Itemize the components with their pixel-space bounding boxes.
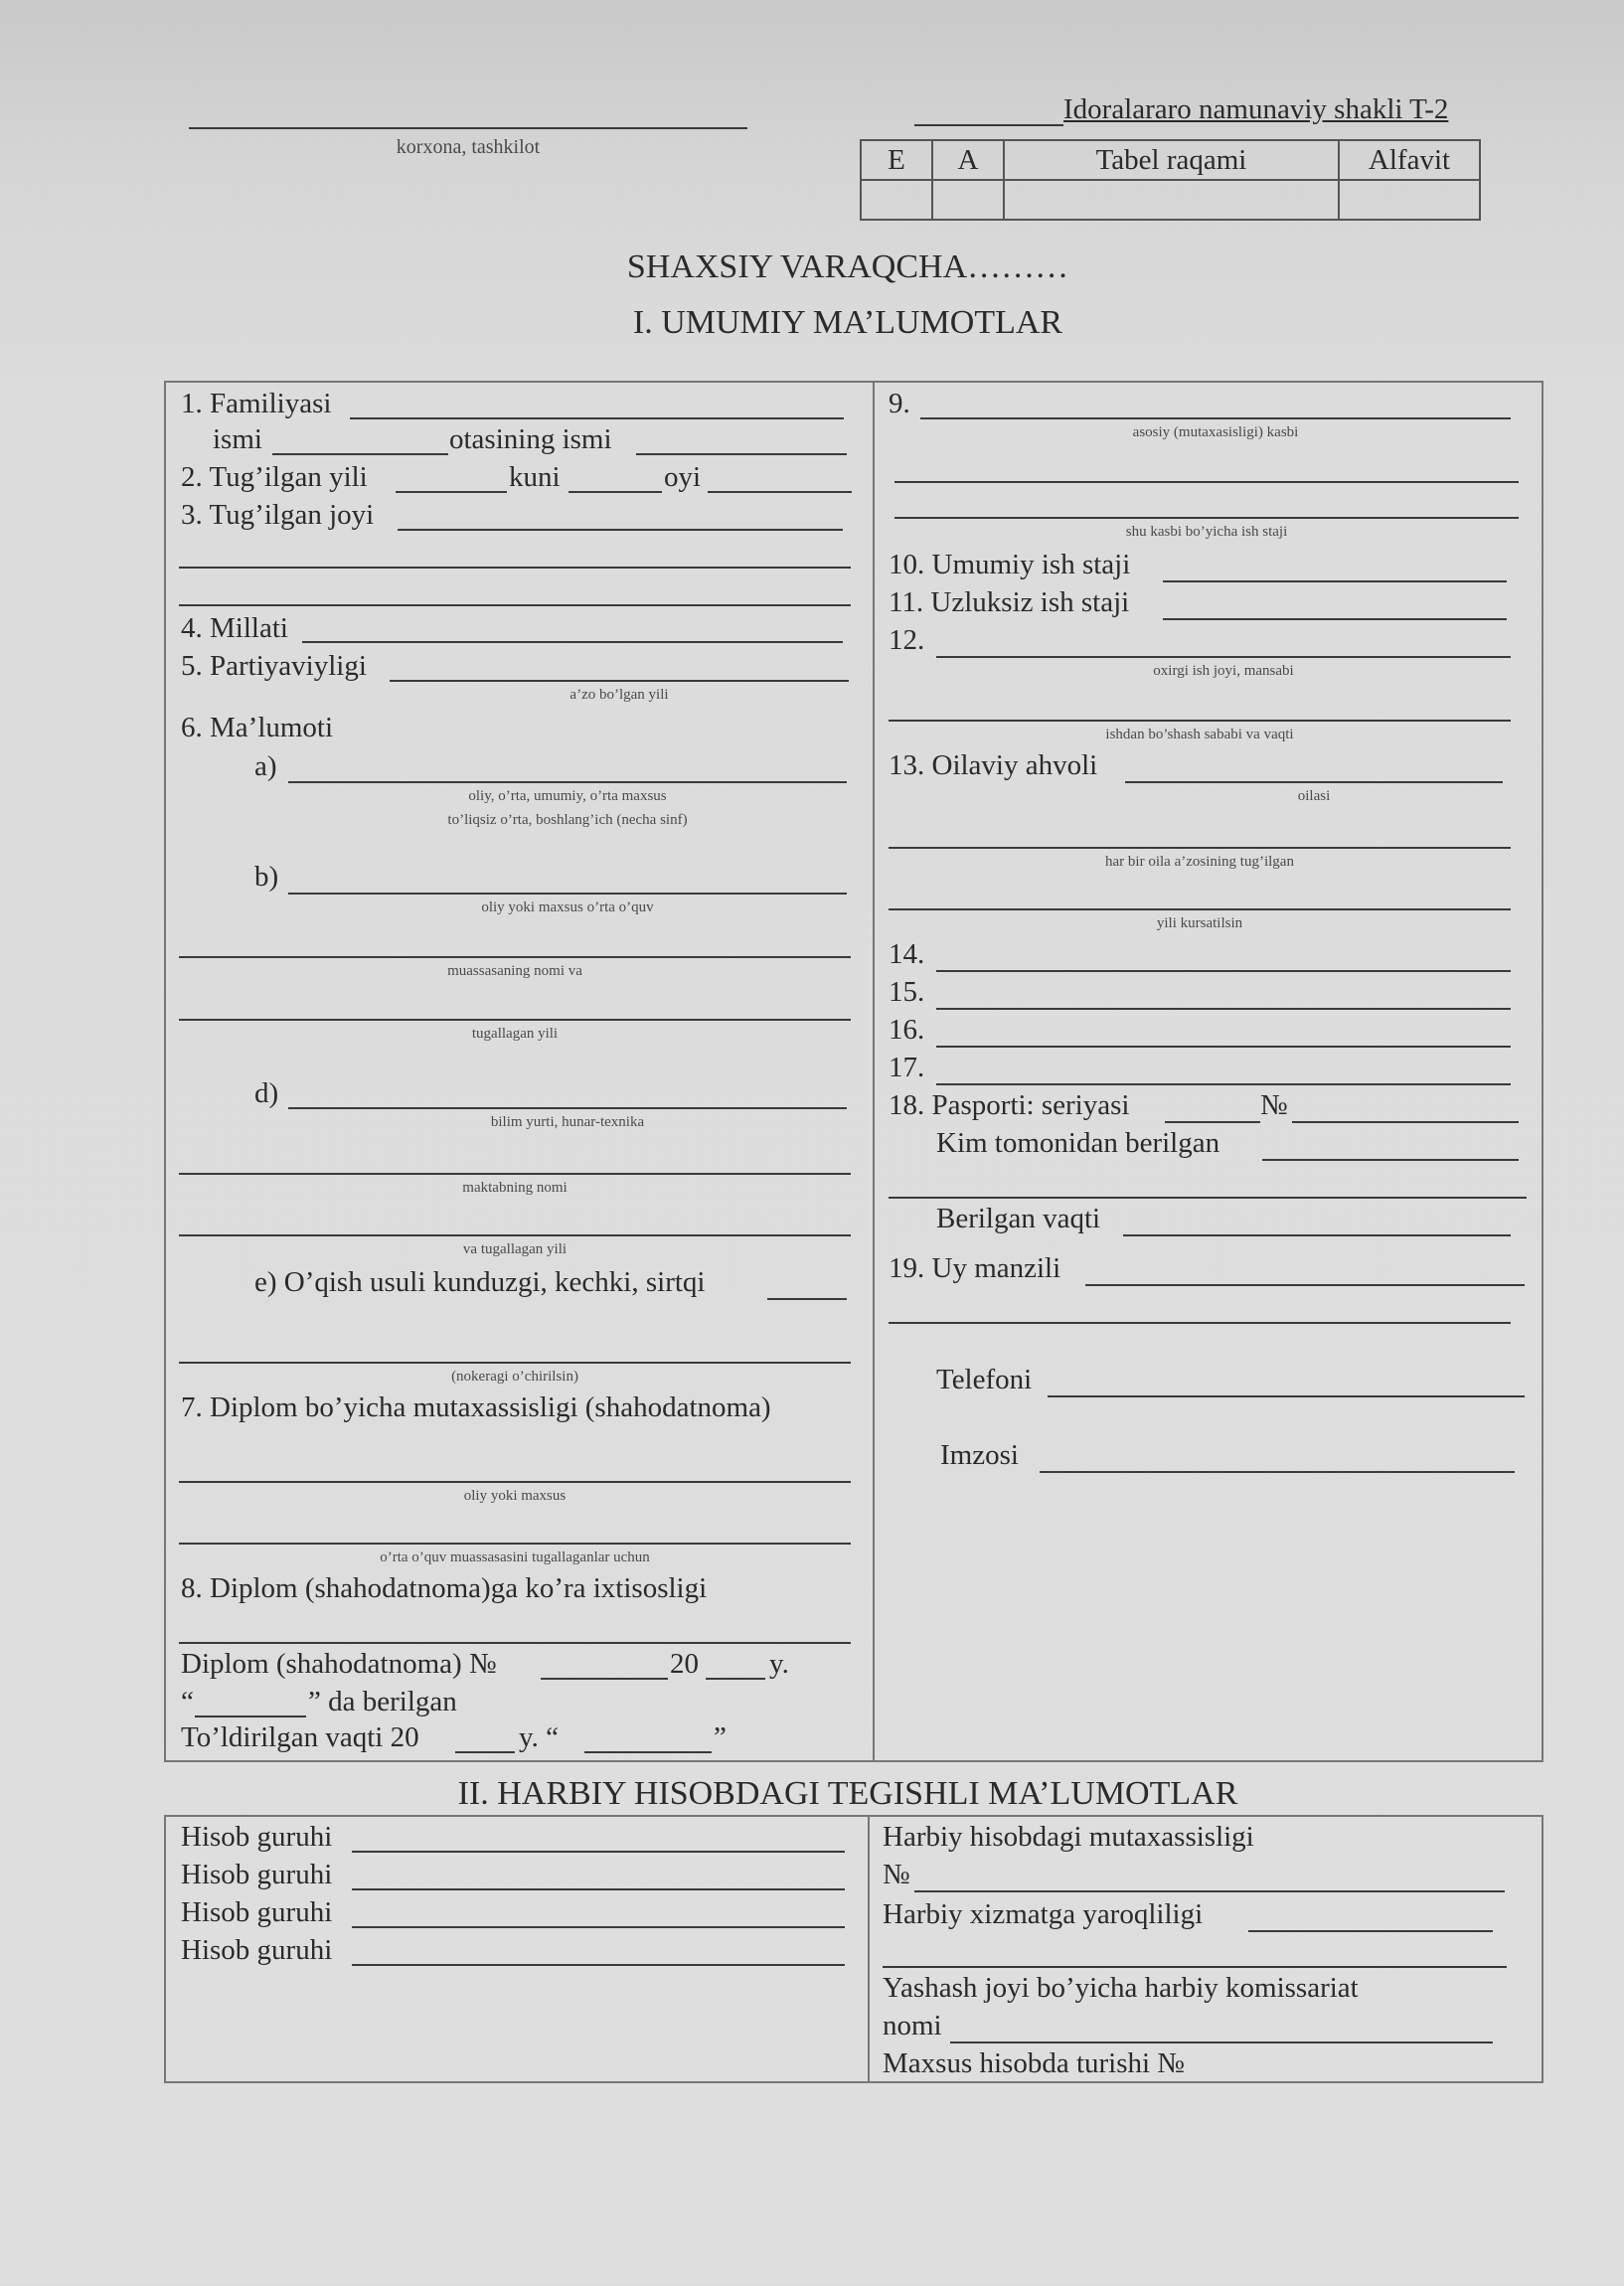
edu-d-note3: va tugallagan yili (462, 1241, 568, 1257)
filled-date-close: ” (714, 1721, 727, 1753)
oyi-label: oyi (664, 461, 702, 493)
passport-number-field[interactable] (1292, 1121, 1519, 1123)
otasining-label: otasining ismi (449, 423, 612, 455)
group-label-2: Hisob guruhi (181, 1859, 333, 1890)
passport-series-field[interactable] (1165, 1121, 1260, 1123)
f12-note1: oxirgi ish joyi, mansabi (1153, 663, 1294, 679)
group-label-3: Hisob guruhi (181, 1896, 333, 1928)
f8-label: 8. Diplom (shahodatnoma)ga ko’ra ixtisosligi (181, 1572, 708, 1604)
special-registry-label: Maxsus hisobda turishi № (883, 2047, 1185, 2079)
edu-b-line-2[interactable] (179, 956, 851, 958)
edu-a-field[interactable] (288, 781, 847, 783)
f17-label: 17. (889, 1052, 925, 1083)
study-mode-label: e) O’qish usuli kunduzgi, kechki, sirtqi (254, 1266, 706, 1298)
filled-year-suffix: y. “ (519, 1721, 559, 1753)
name-field[interactable] (272, 453, 448, 455)
f7-note1: oliy yoki maxsus (463, 1488, 567, 1504)
form-name: Idoralararo namunaviy shakli T-2 (1063, 93, 1449, 125)
edu-a-note1: oliy, o’rta, umumiy, o’rta maxsus (468, 788, 667, 804)
f19-label: 19. Uy manzili (889, 1252, 1061, 1284)
filled-date-label: To’ldirilgan vaqti 20 (181, 1721, 419, 1753)
diploma-date-field[interactable] (195, 1715, 306, 1717)
group-field-1[interactable] (352, 1851, 845, 1853)
diploma-year-field[interactable] (706, 1678, 765, 1680)
last-job-field[interactable] (936, 656, 1511, 658)
specialty-field[interactable] (179, 1481, 851, 1483)
group-label-4: Hisob guruhi (181, 1934, 333, 1966)
edu-d-field[interactable] (288, 1107, 847, 1109)
edu-a-label: a) (254, 750, 277, 782)
fitness-line-2[interactable] (883, 1966, 1507, 1968)
military-no-field[interactable] (914, 1890, 1505, 1892)
party-field[interactable] (390, 680, 849, 682)
field-15[interactable] (936, 1008, 1511, 1010)
group-field-3[interactable] (352, 1926, 845, 1928)
code-header-alfavit: Alfavit (1339, 140, 1480, 180)
f1-label: 1. Familiyasi (181, 388, 332, 419)
fitness-label: Harbiy xizmatga yaroqliligi (883, 1898, 1204, 1930)
f2-label: 2. Tug’ilgan yili (181, 461, 368, 493)
diploma-date-open: “ (181, 1686, 194, 1717)
form-prefix-line[interactable] (914, 124, 1063, 126)
profession-field[interactable] (920, 417, 1511, 419)
birthplace-field[interactable] (398, 529, 843, 531)
f6-label: 6. Ma’lumoti (181, 712, 334, 743)
issued-by-field[interactable] (1262, 1159, 1519, 1161)
phone-field[interactable] (1048, 1395, 1525, 1397)
f7-label: 7. Diplom bo’yicha mutaxassisligi (shahodatnoma) (181, 1391, 771, 1423)
f13-label: 13. Oilaviy ahvoli (889, 749, 1098, 781)
f12-note2: ishdan bo’shash sababi va vaqti (1105, 727, 1294, 742)
organization-line[interactable] (189, 127, 747, 129)
f5-note: a’zo bo’lgan yili (569, 687, 669, 703)
specialty-line-2[interactable] (179, 1543, 851, 1545)
section2-divider (868, 1815, 870, 2081)
profession-experience-field[interactable] (894, 517, 1519, 519)
patronymic-field[interactable] (636, 453, 847, 455)
kuni-label: kuni (509, 461, 561, 493)
f16-label: 16. (889, 1014, 925, 1046)
diploma-year-prefix: 20 (670, 1648, 699, 1680)
edu-d-line-3[interactable] (179, 1234, 851, 1236)
f9-label: 9. (889, 388, 910, 419)
code-cell-e[interactable] (861, 180, 932, 220)
edu-b-line-3[interactable] (179, 1019, 851, 1021)
f13-note2: har bir oila a’zosining tug’ilgan (1105, 854, 1294, 870)
edu-b-label: b) (254, 861, 279, 893)
profession-line-2[interactable] (894, 481, 1519, 483)
military-no-label: № (883, 1859, 910, 1890)
diploma-issued-label: ” da berilgan (308, 1686, 457, 1717)
edu-d-note2: maktabning nomi (462, 1180, 568, 1196)
address-line-2[interactable] (889, 1322, 1511, 1324)
commissariat-field[interactable] (950, 2041, 1493, 2043)
f11-label: 11. Uzluksiz ish staji (889, 586, 1130, 618)
marital-status-field[interactable] (1125, 781, 1503, 783)
signature-field[interactable] (1040, 1471, 1515, 1473)
f12-label: 12. (889, 624, 925, 656)
study-mode-note: (nokeragi o’chirilsin) (451, 1369, 578, 1385)
group-field-4[interactable] (352, 1964, 845, 1966)
birthplace-line-3[interactable] (179, 604, 851, 606)
commissariat-label: Yashash joyi bo’yicha harbiy komissariat (883, 1972, 1359, 2004)
surname-field[interactable] (350, 417, 844, 419)
issued-by-label: Kim tomonidan berilgan (936, 1127, 1220, 1159)
edu-b-note1: oliy yoki maxsus o’rta o’quv (481, 899, 654, 915)
issue-date-field[interactable] (1123, 1234, 1511, 1236)
f13-note1: oilasi (1297, 788, 1331, 804)
code-cell-alfavit[interactable] (1339, 180, 1480, 220)
section2-title: II. HARBIY HISOBDAGI TEGISHLI MA’LUMOTLAR (457, 1775, 1238, 1812)
code-table (860, 139, 1481, 221)
field-16[interactable] (936, 1046, 1511, 1048)
diploma-no-label: Diplom (shahodatnoma) № (181, 1648, 497, 1680)
filled-date-field[interactable] (584, 1751, 712, 1753)
field-17[interactable] (936, 1083, 1511, 1085)
f3-label: 3. Tug’ilgan joyi (181, 499, 375, 531)
organization-caption: korxona, tashkilot (396, 136, 541, 158)
group-field-2[interactable] (352, 1888, 845, 1890)
section1-divider (873, 381, 875, 1760)
birth-day-field[interactable] (568, 491, 662, 493)
filled-year-field[interactable] (455, 1751, 515, 1753)
birth-month-field[interactable] (708, 491, 852, 493)
commissariat-name-label: nomi (883, 2010, 942, 2041)
phone-label: Telefoni (936, 1364, 1033, 1395)
code-header-e: E (861, 140, 932, 180)
family-line-1[interactable] (889, 847, 1511, 849)
f7-note2: o’rta o’quv muassasasini tugallaganlar uchun (380, 1550, 650, 1565)
passport-no-label: № (1260, 1089, 1288, 1121)
nationality-field[interactable] (302, 641, 843, 643)
fitness-field[interactable] (1248, 1930, 1493, 1932)
ismi-label: ismi (213, 423, 262, 455)
continuous-experience-field[interactable] (1163, 618, 1507, 620)
birth-year-field[interactable] (396, 491, 507, 493)
f9-note1: asosiy (mutaxasisligi) kasbi (1132, 424, 1299, 440)
edu-d-line-2[interactable] (179, 1173, 851, 1175)
code-header-a: A (932, 140, 1004, 180)
study-mode-field[interactable] (767, 1298, 847, 1300)
birthplace-line-2[interactable] (179, 567, 851, 569)
total-experience-field[interactable] (1163, 580, 1507, 582)
leave-reason-field[interactable] (889, 720, 1511, 722)
section1-title: I. UMUMIY MA’LUMOTLAR (632, 304, 1063, 341)
edu-a-note2: to’liqsiz o’rta, boshlang’ich (necha sinf) (447, 812, 688, 828)
code-cell-a[interactable] (932, 180, 1004, 220)
page-title: SHAXSIY VARAQCHA……… (626, 248, 1069, 285)
edu-d-note1: bilim yurti, hunar-texnika (490, 1114, 645, 1130)
code-header-tabel: Tabel raqami (1004, 140, 1339, 180)
f4-label: 4. Millati (181, 612, 288, 644)
diploma-year-suffix: y. (769, 1648, 789, 1680)
group-label-1: Hisob guruhi (181, 1821, 333, 1853)
field-14[interactable] (936, 970, 1511, 972)
f5-label: 5. Partiyaviyligi (181, 650, 367, 682)
qualification-field[interactable] (179, 1642, 851, 1644)
signature-label: Imzosi (940, 1439, 1019, 1471)
issue-date-label: Berilgan vaqti (936, 1203, 1101, 1234)
military-spec-label: Harbiy hisobdagi mutaxassisligi (883, 1821, 1254, 1853)
f15-label: 15. (889, 976, 925, 1008)
code-cell-tabel[interactable] (1004, 180, 1339, 220)
edu-d-label: d) (254, 1077, 279, 1109)
family-line-2[interactable] (889, 908, 1511, 910)
study-mode-line-2[interactable] (179, 1362, 851, 1364)
edu-b-note3: tugallagan yili (471, 1026, 559, 1042)
f13-note3: yili kursatilsin (1156, 915, 1243, 931)
edu-b-field[interactable] (288, 893, 847, 895)
issued-by-line-2[interactable] (889, 1197, 1527, 1199)
f9-note2: shu kasbi bo’yicha ish staji (1125, 524, 1288, 540)
edu-b-note2: muassasaning nomi va (447, 963, 582, 979)
f18-label: 18. Pasporti: seriyasi (889, 1089, 1130, 1121)
diploma-number-field[interactable] (541, 1678, 668, 1680)
f10-label: 10. Umumiy ish staji (889, 549, 1131, 580)
address-field[interactable] (1085, 1284, 1525, 1286)
f14-label: 14. (889, 938, 925, 970)
